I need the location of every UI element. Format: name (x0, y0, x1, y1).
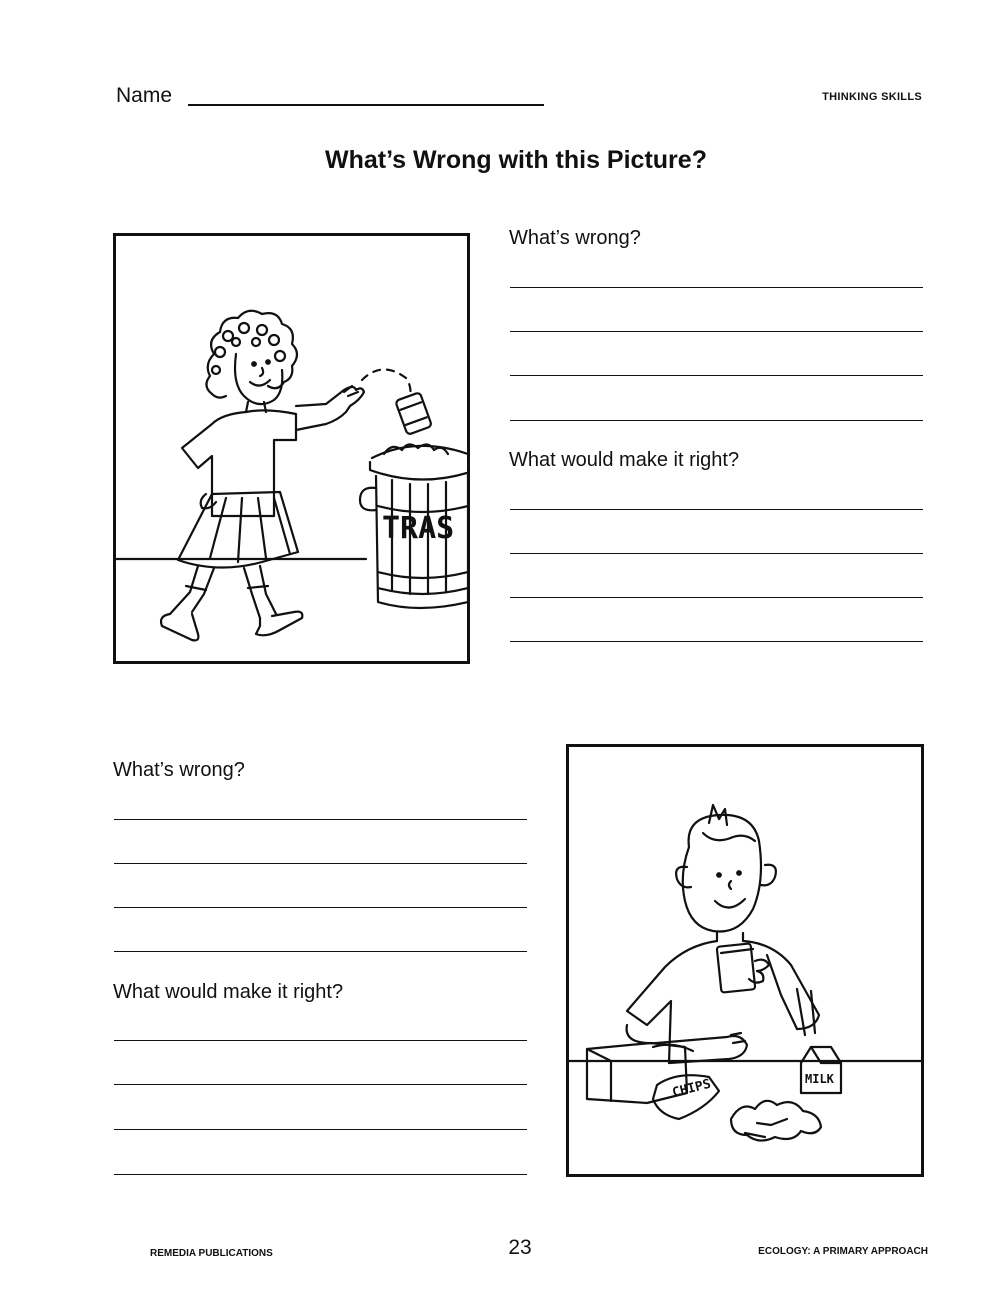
trash-can-label: TRAS (382, 511, 455, 546)
exercise-2-question-whats-wrong: What’s wrong? (113, 759, 245, 781)
answer-line[interactable] (114, 863, 527, 864)
answer-line[interactable] (510, 597, 923, 598)
section-tag: THINKING SKILLS (822, 91, 922, 103)
exercise-1-question-make-right: What would make it right? (509, 449, 740, 471)
chips-bag-label: CHIPS (670, 1076, 713, 1101)
answer-line[interactable] (114, 951, 527, 952)
answer-line[interactable] (114, 819, 527, 820)
answer-line[interactable] (510, 420, 923, 421)
answer-line[interactable] (510, 287, 923, 288)
footer-publisher: REMEDIA PUBLICATIONS (150, 1248, 273, 1259)
girl-littering-icon (116, 236, 467, 661)
answer-line[interactable] (114, 1129, 527, 1130)
answer-line[interactable] (510, 553, 923, 554)
page-title: What’s Wrong with this Picture? (325, 146, 707, 174)
name-write-line[interactable] (188, 104, 544, 106)
exercise-2-question-make-right: What would make it right? (113, 981, 344, 1003)
exercise-1-question-whats-wrong: What’s wrong? (509, 227, 641, 249)
boy-lunch-litter-icon (569, 747, 921, 1174)
name-label: Name (116, 84, 173, 107)
answer-line[interactable] (114, 907, 527, 908)
footer-page-number: 23 (508, 1236, 532, 1259)
footer-book-title: ECOLOGY: A PRIMARY APPROACH (758, 1246, 928, 1257)
answer-line[interactable] (114, 1040, 527, 1041)
milk-carton-label: MILK (805, 1072, 834, 1086)
answer-line[interactable] (510, 509, 923, 510)
answer-line[interactable] (114, 1174, 527, 1175)
answer-line[interactable] (510, 375, 923, 376)
answer-line[interactable] (510, 331, 923, 332)
exercise-2-picture-frame (566, 744, 924, 1177)
exercise-1-picture-frame (113, 233, 470, 664)
answer-line[interactable] (510, 641, 923, 642)
answer-line[interactable] (114, 1084, 527, 1085)
